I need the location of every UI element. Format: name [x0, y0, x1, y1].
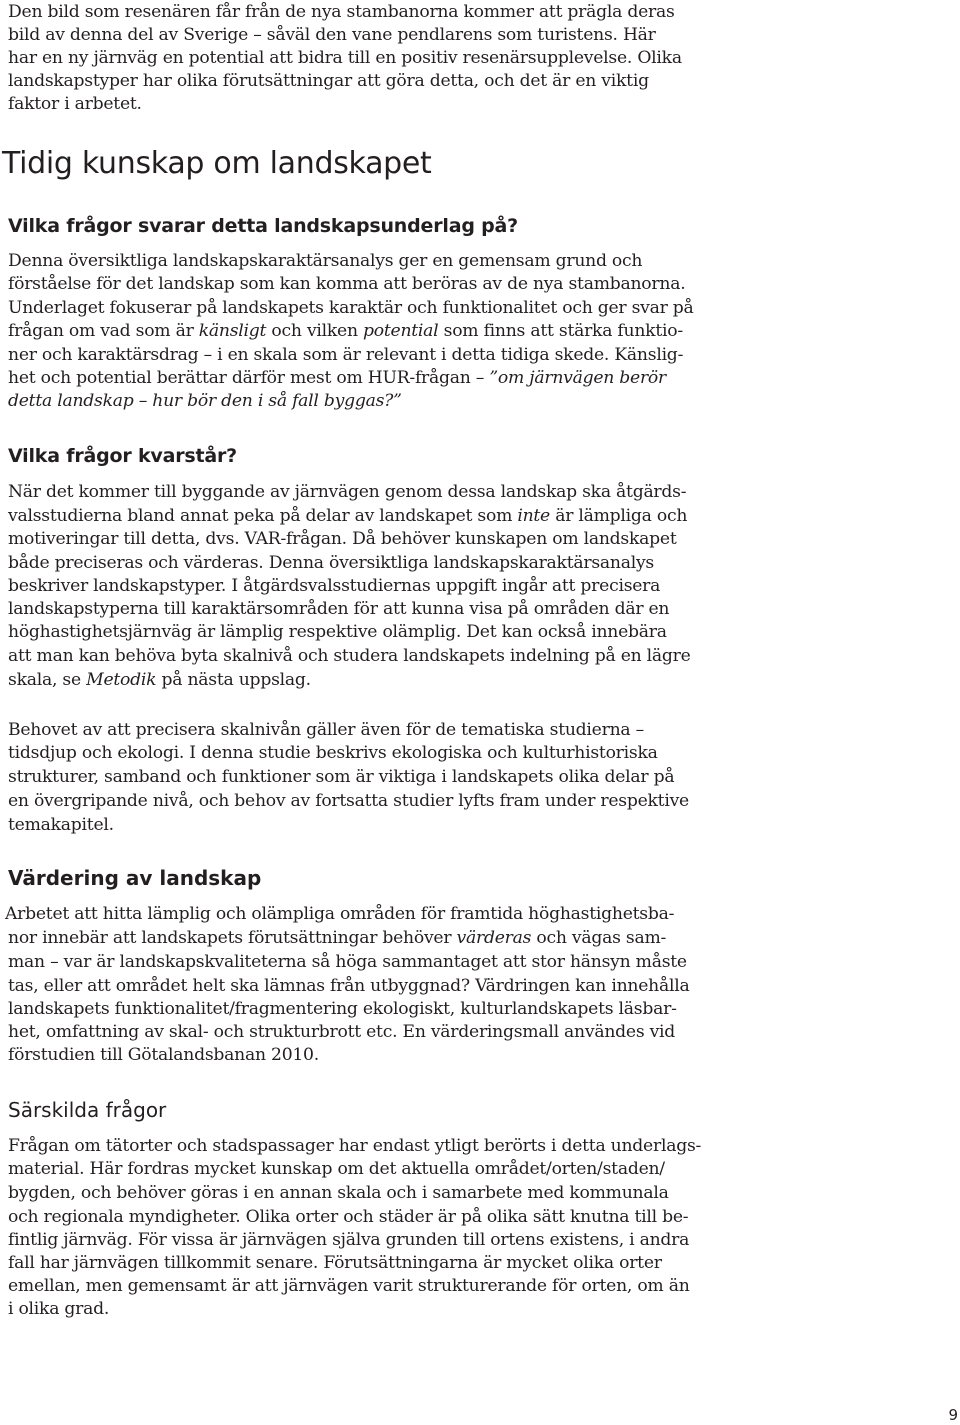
text-line: material. Här fordras mycket kunskap om det aktuella området/orten/staden/	[8, 1159, 665, 1179]
text-line: tidsdjup och ekologi. I denna studie beskrivs ekologiska och kulturhistoriska	[8, 743, 658, 763]
page-number: 9	[948, 1406, 958, 1424]
text-line: i olika grad.	[8, 1299, 110, 1319]
text-line: het och potential berättar därför mest om HUR-frågan – ”om järnvägen berör	[8, 368, 667, 388]
subheading-questions-answered: Vilka frågor svarar detta landskapsunderlag på?	[8, 215, 518, 237]
text-line: fall har järnvägen tillkommit senare. Förutsättningarna är mycket olika orter	[8, 1253, 662, 1273]
text-line: Behovet av att precisera skalnivån gäller även för de tematiska studierna –	[8, 720, 644, 740]
emphasis-text: värderas	[456, 928, 532, 948]
text-line: motiveringar till detta, dvs. VAR-frågan. Då behöver kunskapen om landskapet	[8, 529, 677, 549]
text-line: temakapitel.	[8, 815, 114, 835]
emphasis-text: ”om järnvägen berör	[489, 368, 667, 388]
text-line: Underlaget fokuserar på landskapets karaktär och funktionalitet och ger svar på	[8, 298, 694, 318]
emphasis-text: detta landskap – hur bör den i så fall byggas?”	[8, 391, 402, 411]
text-line: Denna översiktliga landskapskaraktärsanalys ger en gemensam grund och	[8, 251, 643, 271]
text-line: valsstudierna bland annat peka på delar av landskapet som inte är lämpliga och	[8, 506, 688, 526]
text-line: både preciseras och värderas. Denna översiktliga landskapskaraktärsanalys	[8, 553, 654, 573]
text-line: förstudien till Götalandsbanan 2010.	[8, 1045, 319, 1065]
text-line: beskriver landskapstyper. I åtgärdsvalsstudiernas uppgift ingår att precisera	[8, 576, 661, 596]
text-line: ner och karaktärsdrag – i en skala som är relevant i detta tidiga skede. Känslig-	[8, 345, 684, 365]
text-line: höghastighetsjärnväg är lämplig respektive olämplig. Det kan också innebära	[8, 622, 667, 642]
text-line: en övergripande nivå, och behov av fortsatta studier lyfts fram under respektive	[8, 791, 689, 811]
text-line: har en ny järnväg en potential att bidra till en positiv resenärsupplevelse. Olika	[8, 48, 682, 68]
text-line: Frågan om tätorter och stadspassager har endast ytligt berörts i detta underlags-	[8, 1136, 702, 1156]
text-line: bild av denna del av Sverige – såväl den vane pendlarens som turistens. Här	[8, 25, 656, 45]
text-line: att man kan behöva byta skalnivå och studera landskapets indelning på en lägre	[8, 646, 691, 666]
text-line: strukturer, samband och funktioner som är viktiga i landskapets olika delar på	[8, 767, 675, 787]
text-line: frågan om vad som är känsligt och vilken potential som finns att stärka funktio-	[8, 321, 683, 341]
subheading-remaining-questions: Vilka frågor kvarstår?	[8, 445, 237, 467]
subheading-valuation: Värdering av landskap	[8, 866, 262, 890]
text-line: faktor i arbetet.	[8, 94, 142, 114]
emphasis-text: inte	[517, 506, 550, 526]
text-line: förståelse för det landskap som kan komma att beröras av de nya stambanorna.	[8, 274, 686, 294]
text-line: nor innebär att landskapets förutsättningar behöver värderas och vägas sam-	[8, 928, 667, 948]
text-line: Arbetet att hitta lämplig och olämpliga områden för framtida höghastighetsba-	[5, 904, 675, 924]
text-line: och regionala myndigheter. Olika orter och städer är på olika sätt knutna till be-	[8, 1207, 689, 1227]
text-line: tas, eller att området helt ska lämnas från utbyggnad? Värdringen kan innehålla	[8, 976, 690, 996]
text-line: landskapets funktionalitet/fragmentering ekologiskt, kulturlandskapets läsbar-	[8, 999, 677, 1019]
text-line: landskapstyperna till karaktärsområden för att kunna visa på områden där en	[8, 599, 670, 619]
emphasis-text: potential	[363, 321, 439, 341]
text-line: landskapstyper har olika förutsättningar att göra detta, och det är en viktig	[8, 71, 649, 91]
emphasis-text: känsligt	[198, 321, 267, 341]
text-line	[8, 389, 402, 413]
text-line: emellan, men gemensamt är att järnvägen varit strukturerande för orten, om än	[8, 1276, 690, 1296]
subheading-special-questions: Särskilda frågor	[8, 1098, 167, 1122]
text-line: När det kommer till byggande av järnvägen genom dessa landskap ska åtgärds-	[8, 482, 687, 502]
text-line: het, omfattning av skal- och strukturbrott etc. En värderingsmall användes vid	[8, 1022, 676, 1042]
text-line: Den bild som resenären får från de nya stambanorna kommer att prägla deras	[8, 2, 675, 22]
text-line: fintlig järnväg. För vissa är järnvägen själva grunden till ortens existens, i andra	[8, 1230, 690, 1250]
text-line: bygden, och behöver göras i en annan skala och i samarbete med kommunala	[8, 1183, 669, 1203]
section-title: Tidig kunskap om landskapet	[2, 146, 432, 181]
emphasis-text: Metodik	[86, 670, 157, 690]
text-line: man – var är landskapskvaliteterna så höga sammantaget att stor hänsyn måste	[8, 952, 687, 972]
text-line: skala, se Metodik på nästa uppslag.	[8, 670, 311, 690]
